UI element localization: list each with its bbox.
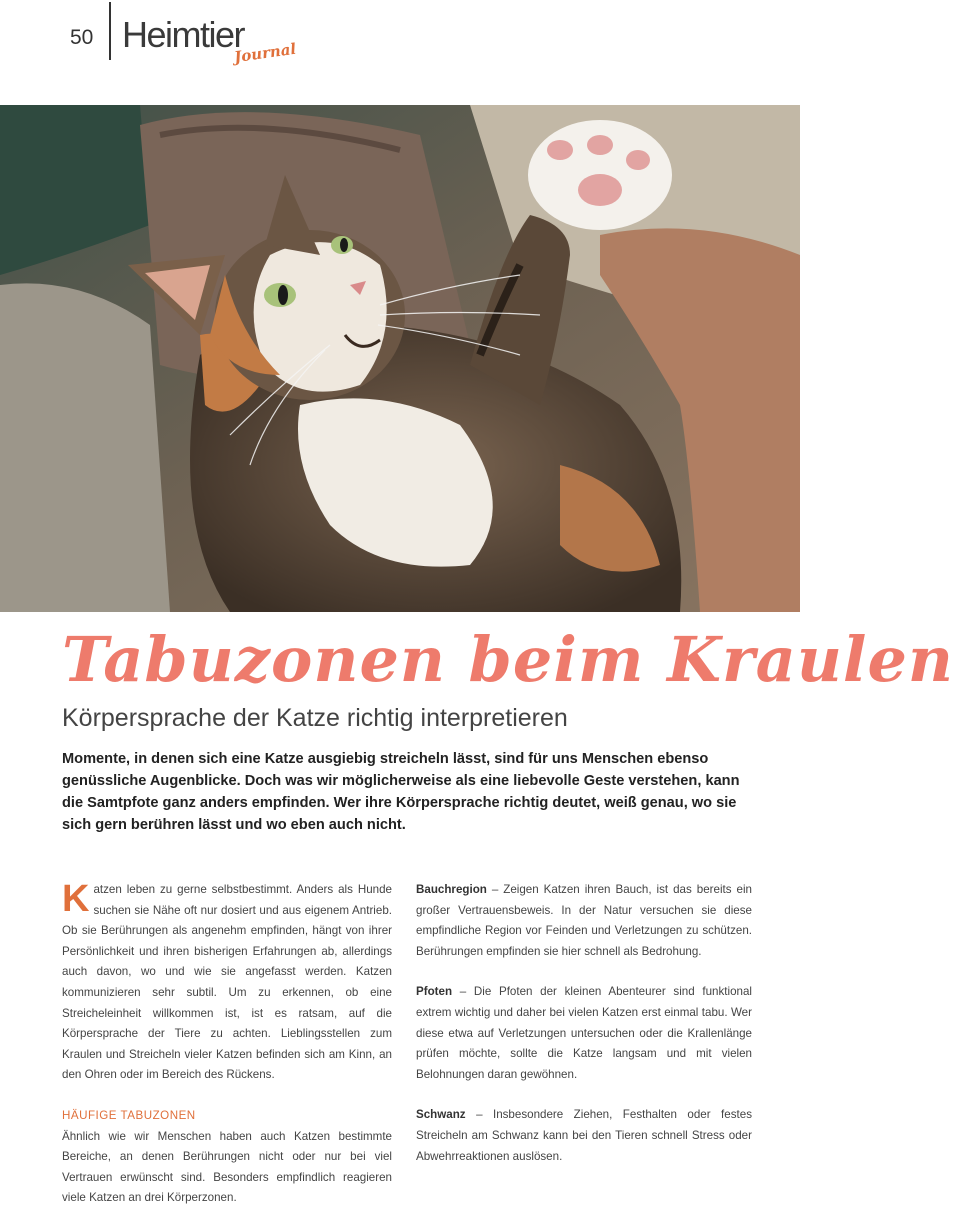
paragraph-text: Ähnlich wie wir Menschen haben auch Katzen bestimmte Bereiche, an denen Berührungen nicht oder nur bei viel Vertrauen erwünscht sind. Besonders empfindlich reagieren viele Katzen an drei Körperzonen.	[62, 1129, 392, 1205]
page-number: 50	[70, 26, 94, 49]
paragraph-belly	[416, 880, 752, 962]
magazine-logo	[122, 14, 312, 70]
term-label: Bauchregion	[416, 883, 487, 896]
paragraph-text: atzen leben zu gerne selbstbestimmt. Anders als Hunde suchen sie Nähe oft nur dosiert und aus eigenem Antrieb. Ob sie Berührungen als angenehm empfinden, hängt von ihrer Persönlichkeit und ihren bisherigen Erfahrungen ab, allerdings auch davon, wo und wie sie angefasst werden. Katzen kommunizieren sehr subtil. Um zu erkennen, ob eine Streicheleinheit willkommen ist, ist es ratsam, auf die Körpersprache der Tiere zu achten. Lieblingsstellen zum Kraulen und Streicheln vieler Katzen befinden sich am Kinn, an den Ohren oder im Bereich des Rückens.	[62, 883, 392, 1082]
article-column-left	[62, 880, 392, 1209]
logo-main-text: Heimtier	[122, 14, 245, 55]
article-column-right	[416, 880, 752, 1167]
header-divider	[109, 2, 111, 60]
term-label: Schwanz	[416, 1108, 466, 1122]
paragraph	[62, 880, 392, 1086]
section-heading: HÄUFIGE TABUZONEN	[62, 1108, 196, 1122]
term-label: Pfoten	[416, 985, 453, 999]
paragraph-tail	[416, 1105, 752, 1167]
dropcap: K	[62, 878, 90, 920]
article-title: Tabuzonen beim Kraulen	[62, 623, 954, 696]
paragraph-paws	[416, 982, 752, 1085]
paragraph-text: – Die Pfoten der kleinen Abenteurer sind funktional extrem wichtig und daher bei vielen Katzen erst einmal tabu. Wer diese etwa auf Verletzungen untersuchen oder die Krallenlänge prüfen möchte, sollte die Katze langsam und mit vielen Belohnungen daran gewöhnen.	[416, 985, 752, 1081]
logo-sub-text: Journal	[233, 39, 298, 67]
paragraph-text: – Zeigen Katzen ihren Bauch, ist das bereits ein großer Vertrauensbeweis. In der Natur versuchen sie diese empfindliche Region vor Feinden und Verletzungen zu schützen. Berührungen empfinden sie hier schnell als Bedrohung.	[416, 883, 752, 958]
article-subtitle: Körpersprache der Katze richtig interpretieren	[62, 704, 568, 732]
calico-cat-photo	[0, 105, 800, 612]
paragraph	[62, 1127, 392, 1209]
paragraph-text: – Insbesondere Ziehen, Festhalten oder festes Streicheln am Schwanz kann bei den Tieren schnell Stress oder Abwehrreaktionen auslösen.	[416, 1108, 752, 1163]
article-intro: Momente, in denen sich eine Katze ausgiebig streicheln lässt, sind für uns Menschen ebenso genüssliche Augenblicke. Doch was wir möglicherweise als eine liebevolle Geste verstehen, kann die Samtpfote ganz anders empfinden. Wer ihre Körpersprache richtig deutet, weiß genau, wo sie sich gern berühren lässt und wo eben auch nicht.	[62, 751, 740, 833]
